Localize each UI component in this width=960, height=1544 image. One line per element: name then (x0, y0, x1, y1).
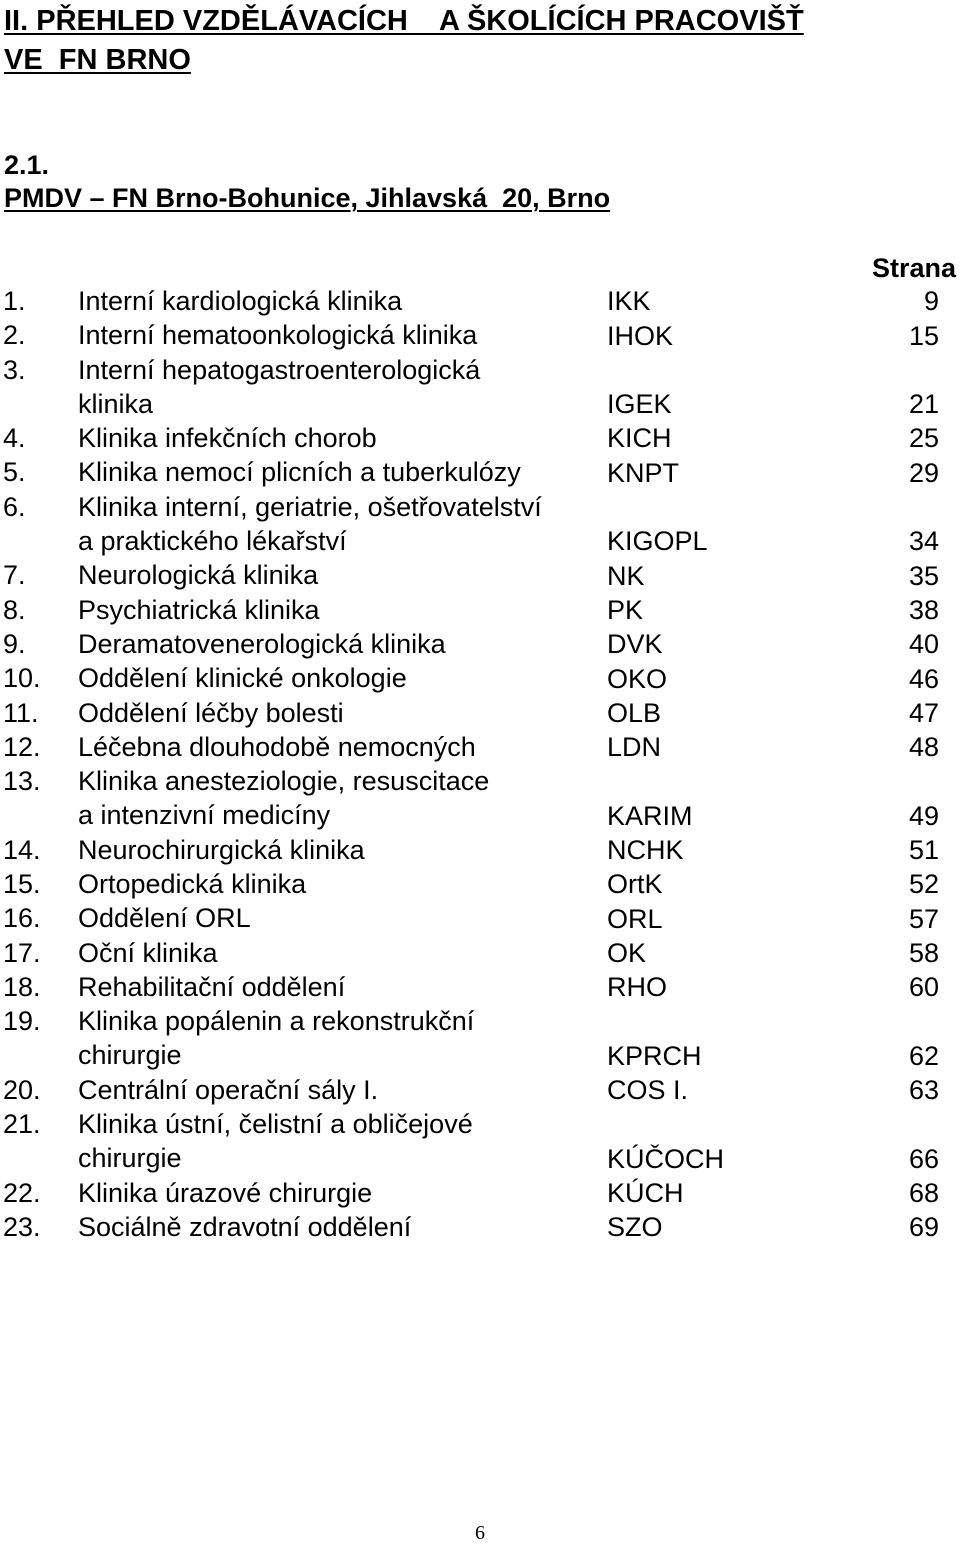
toc-abbreviation: SZO (607, 1212, 663, 1243)
page-column-header: Strana (871, 253, 956, 283)
toc-department-name: Rehabilitační oddělení (78, 971, 346, 1002)
toc-row (0, 490, 960, 559)
section-title: PMDV – FN Brno-Bohunice, Jihlavská 20, Brno (4, 183, 611, 213)
toc-department-name: Oddělení ORL (78, 903, 251, 934)
toc-department-name: Klinika anesteziologie, resuscitace a intenzivní medicíny (78, 766, 490, 831)
toc-number: 8. (3, 594, 26, 625)
toc-department-name: Interní hematoonkologická klinika (78, 320, 478, 351)
toc-abbreviation: KÚCH (607, 1178, 684, 1209)
toc-page-number: 21 (908, 389, 939, 420)
toc-abbreviation: KÚČOCH (607, 1143, 725, 1174)
toc-abbreviation: IKK (607, 286, 651, 317)
toc-page-number: 35 (908, 560, 939, 591)
toc-abbreviation: NCHK (607, 835, 684, 866)
toc-number: 1. (3, 286, 26, 316)
toc-page-number: 69 (908, 1212, 939, 1243)
toc-department-name: Oddělení klinické onkologie (78, 663, 407, 694)
toc-page-number: 38 (908, 594, 939, 625)
toc-row (0, 353, 960, 422)
toc-page-number: 29 (908, 457, 939, 488)
toc-row (0, 1210, 960, 1244)
toc-abbreviation: NK (607, 560, 645, 591)
toc-number: 3. (3, 354, 26, 385)
toc-abbreviation: PK (607, 594, 644, 625)
toc-abbreviation: OrtK (607, 869, 663, 900)
toc-row (0, 901, 960, 935)
toc-department-name: Klinika interní, geriatrie, ošetřovatelství a praktického lékařství (78, 491, 542, 556)
toc-page-number: 48 (908, 732, 939, 763)
toc-row (0, 593, 960, 627)
toc-number: 22. (3, 1177, 41, 1208)
toc-page-number: 68 (908, 1178, 939, 1209)
toc-row (0, 833, 960, 867)
toc-row (0, 455, 960, 489)
toc-number: 5. (3, 457, 26, 488)
toc-page-number: 66 (908, 1143, 939, 1174)
toc-page-number: 47 (908, 697, 939, 728)
toc-page-number: 58 (908, 937, 939, 968)
toc-number: 18. (3, 971, 41, 1002)
toc-number: 23. (3, 1212, 41, 1243)
toc-page-number: 46 (908, 663, 939, 694)
toc-number: 2. (3, 320, 26, 351)
toc-row (0, 627, 960, 661)
toc-row (0, 730, 960, 764)
toc-row (0, 764, 960, 833)
toc-number: 16. (3, 903, 41, 934)
toc-page-number: 15 (908, 320, 939, 351)
toc-abbreviation: OK (607, 937, 647, 968)
toc-abbreviation: RHO (607, 972, 667, 1003)
toc-department-name: Deramatovenerologická klinika (78, 628, 446, 659)
toc-number: 11. (3, 697, 39, 728)
toc-number: 20. (3, 1074, 41, 1105)
toc-number: 7. (3, 560, 26, 591)
toc-department-name: Interní hepatogastroenterologická klinika (78, 354, 481, 419)
toc-row (0, 1004, 960, 1073)
toc-department-name: Psychiatrická klinika (78, 594, 320, 625)
toc-department-name: Neurochirurgická klinika (78, 834, 365, 865)
toc-department-name: Centrální operační sály I. (78, 1074, 379, 1105)
toc-department-name: Ortopedická klinika (78, 869, 307, 900)
toc-department-name: Oční klinika (78, 937, 218, 968)
toc-number: 15. (3, 869, 41, 900)
toc-row (0, 1176, 960, 1210)
toc-abbreviation: IGEK (607, 389, 672, 420)
toc-page-number: 60 (908, 972, 939, 1003)
toc-abbreviation: OLB (607, 697, 662, 728)
toc-page-number: 62 (908, 1040, 939, 1071)
toc-row (0, 318, 960, 352)
toc-row (0, 696, 960, 730)
toc-abbreviation: KARIM (607, 800, 693, 831)
toc-number: 4. (3, 423, 26, 454)
toc-page-number: 51 (908, 835, 939, 866)
toc-abbreviation: IHOK (607, 320, 674, 351)
toc-page-number: 34 (908, 526, 939, 557)
toc-abbreviation: COS I. (607, 1075, 689, 1106)
toc-page-number: 63 (908, 1075, 939, 1106)
toc-page-number: 52 (908, 869, 939, 900)
toc-department-name: Klinika ústní, čelistní a obličejové chirurgie (78, 1109, 473, 1174)
toc-page-number: 40 (908, 629, 939, 660)
toc-row (0, 936, 960, 970)
toc-department-name: Klinika úrazové chirurgie (78, 1177, 373, 1208)
toc-row (0, 284, 960, 318)
toc-row (0, 421, 960, 455)
toc-page-number: 49 (908, 800, 939, 831)
toc-number: 17. (3, 937, 41, 968)
toc-number: 12. (3, 731, 41, 762)
toc-abbreviation: KICH (607, 423, 672, 454)
toc-department-name: Léčebna dlouhodobě nemocných (78, 731, 476, 762)
toc-department-name: Interní kardiologická klinika (78, 286, 403, 316)
toc-abbreviation: KNPT (607, 457, 680, 488)
toc-number: 19. (3, 1006, 41, 1037)
document-title-line-1: II. PŘEHLED VZDĚLÁVACÍCH A ŠKOLÍCÍCH PRACOVIŠŤ (4, 5, 804, 37)
toc-abbreviation: KIGOPL (607, 526, 708, 557)
toc-abbreviation: OKO (607, 663, 668, 694)
toc-abbreviation: ORL (607, 903, 663, 934)
toc-page-number: 57 (908, 903, 939, 934)
toc-number: 10. (3, 663, 41, 694)
toc-abbreviation: KPRCH (607, 1040, 702, 1071)
toc-number: 9. (3, 628, 26, 659)
toc-number: 21. (3, 1109, 41, 1140)
section-number: 2.1. (4, 150, 50, 180)
toc-abbreviation: DVK (607, 629, 663, 660)
toc-abbreviation: LDN (607, 732, 662, 763)
toc-page-number: 9 (923, 286, 939, 317)
toc-department-name: Klinika popálenin a rekonstrukční chirurgie (78, 1006, 475, 1071)
table-of-contents (0, 284, 960, 1244)
toc-number: 14. (3, 834, 41, 865)
toc-row (0, 1073, 960, 1107)
toc-department-name: Neurologická klinika (78, 560, 319, 591)
toc-number: 6. (3, 491, 26, 522)
toc-department-name: Sociálně zdravotní oddělení (78, 1212, 412, 1243)
toc-department-name: Klinika nemocí plicních a tuberkulózy (78, 457, 521, 488)
toc-row (0, 1107, 960, 1176)
toc-row (0, 867, 960, 901)
toc-department-name: Klinika infekčních chorob (78, 423, 377, 454)
page-number: 6 (475, 1522, 485, 1544)
toc-number: 13. (3, 766, 41, 797)
toc-row (0, 970, 960, 1004)
document-title-line-2: VE FN BRNO (4, 44, 191, 76)
toc-row (0, 661, 960, 695)
toc-row (0, 558, 960, 592)
toc-page-number: 25 (908, 423, 939, 454)
toc-department-name: Oddělení léčby bolesti (78, 697, 344, 728)
